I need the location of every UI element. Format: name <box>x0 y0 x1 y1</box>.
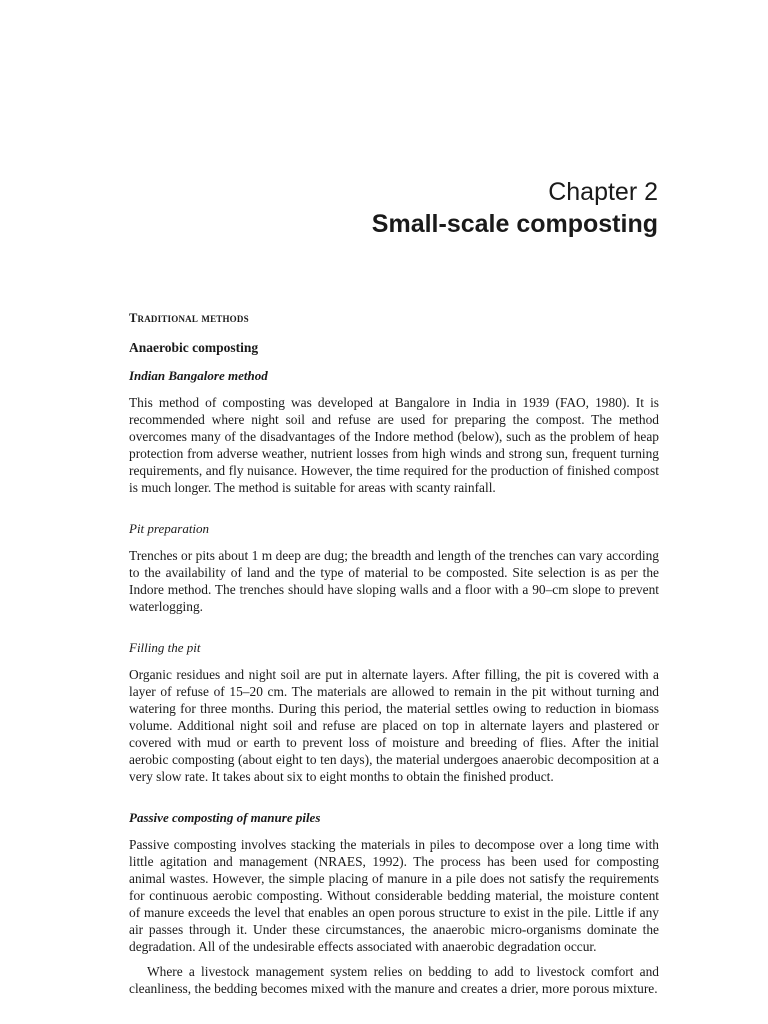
paragraph-bangalore-method: This method of composting was developed at Bangalore in India in 1939 (FAO, 1980). It is recommended where night soil and refuse are used for preparing the compost. The method overcomes many of the disadvantages of the Indore method (below), such as the problem of heap protection from adverse weather, nutrient losses from high winds and strong sun, frequent turning requirements, and fly nuisance. However, the time required for the production of finished compost is much longer. The method is suitable for areas with scanty rainfall. <box>129 395 659 495</box>
chapter-title: Small-scale composting <box>371 210 658 238</box>
subheading-indian-bangalore-method: Indian Bangalore method <box>129 368 268 383</box>
chapter-header <box>372 176 658 240</box>
paragraph-filling-the-pit: Organic residues and night soil are put in alternate layers. After filling, the pit is covered with a layer of refuse of 15–20 cm. The materials are allowed to remain in the pit without turning and watering for three months. During this period, the material settles owing to reduction in biomass volume. Additional night soil and refuse are placed on top in alternate layers and plastered or covered with mud or earth to prevent loss of moisture and breeding of flies. After the initial aerobic composting (about eight to ten days), the material undergoes anaerobic decomposition at a very slow rate. It takes about six to eight months to obtain the finished product. <box>129 667 659 784</box>
subheading-filling-the-pit: Filling the pit <box>129 640 201 655</box>
document-body <box>129 310 659 997</box>
subheading-anaerobic-composting: Anaerobic composting <box>129 340 259 355</box>
subheading-passive-composting: Passive composting of manure piles <box>129 810 321 825</box>
paragraph-pit-preparation: Trenches or pits about 1 m deep are dug; the breadth and length of the trenches can vary according to the availability of land and the type of material to be composted. Site selection is as per the Indore method. The trenches should have sloping walls and a floor with a 90–cm slope to prevent waterlogging. <box>129 548 659 614</box>
section-heading-traditional-methods: Traditional methods <box>129 311 249 325</box>
chapter-label: Chapter 2 <box>548 178 658 206</box>
paragraph-passive-composting: Passive composting involves stacking the materials in piles to decompose over a long time with little agitation and management (NRAES, 1992). The process has been used for composting animal wastes. However, the simple placing of manure in a pile does not satisfy the requirements for continuous aerobic composting. Without considerable bedding material, the moisture content of manure exceeds the level that enables an open porous structure to exist in the pile. Little if any air passes through it. Under these circumstances, the anaerobic micro-organisms dominate the degradation. All of the undesirable effects associated with anaerobic degradation occur. <box>129 837 659 954</box>
subheading-pit-preparation: Pit preparation <box>129 521 210 536</box>
paragraph-livestock-bedding: Where a livestock management system relies on bedding to add to livestock comfort and cleanliness, the bedding becomes mixed with the manure and creates a drier, more porous mixture. <box>129 964 659 996</box>
